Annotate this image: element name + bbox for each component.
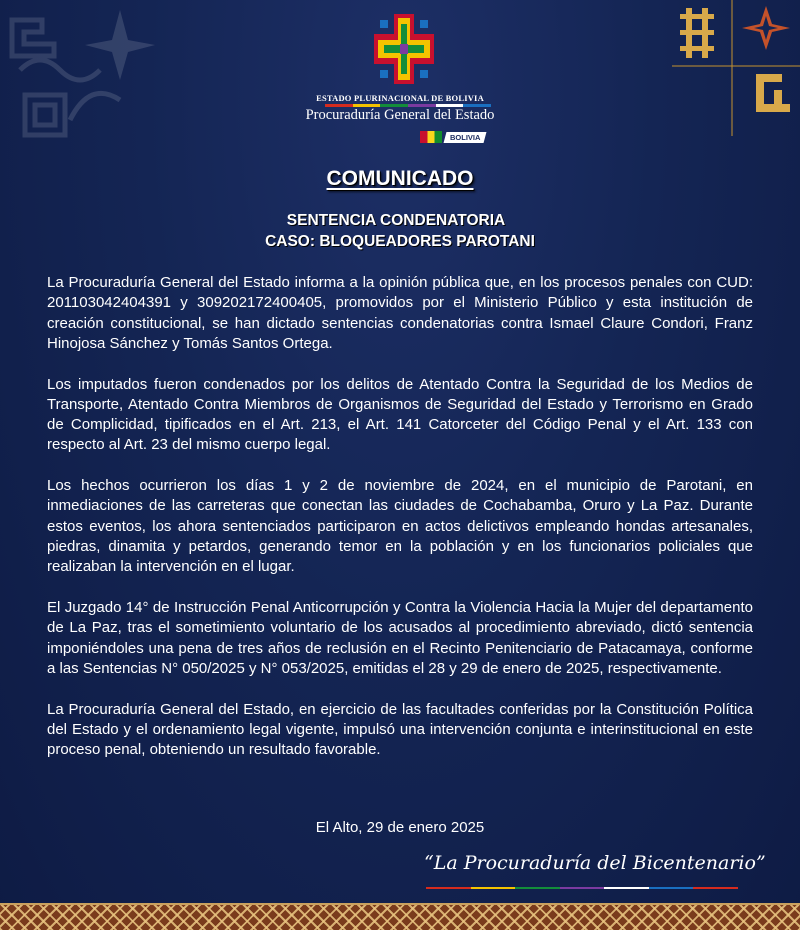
bicentenario-badge [420, 129, 516, 145]
subtitle-line-2: CASO: BLOQUEADORES PAROTANI [265, 233, 535, 250]
paragraph: Los hechos ocurrieron los días 1 y 2 de noviembre de 2024, en el municipio de Parotani, en inmediaciones de las carreteras que conectan las ciudades de Cochabamba, Oruro y La Paz. Durante estos eventos, los ahora sentenciados participaron en actos delictivos empleando hondas artesanales, piedras, dinamita y petardos, generando temor en la población y en los funcionarios policiales que realizaban la intervención en el lugar. [47, 477, 753, 576]
date-line: El Alto, 29 de enero 2025 [315, 819, 485, 836]
paragraph: La Procuraduría General del Estado informa a la opinión pública que, en los procesos penales con CUD: 201103042404391 y 309202172400405, promovidos por el Ministerio Público y esta institución de creación constitucional, se han dictado sentencias condenatorias contra Ismael Claure Condori, Franz Hinojosa Sánchez y Tomás Santos Ortega. [47, 274, 753, 352]
andean-cross-emblem-icon [372, 12, 436, 86]
bicentenario-flag-icon [420, 131, 442, 143]
paragraph: El Juzgado 14° de Instrucción Penal Anticorrupción y Contra la Violencia Hacia la Mujer del departamento de La Paz, tras el sometimiento voluntario de los acusados al procedimiento abreviado, dictó sentencia imponiéndoles una pena de tres años de reclusión en el Recinto Penitenciario de Patacamaya, conforme a las Sentencias N° 050/2025 y N° 053/2025, emitidas el 28 y 29 de enero de 2025, respectivamente. [47, 599, 753, 677]
subtitle-line-1: SENTENCIA CONDENATORIA [286, 212, 506, 229]
page-title: COMUNICADO [326, 167, 474, 190]
paragraph: La Procuraduría General del Estado, en ejercicio de las facultades conferidas por la Constitución Política del Estado y el ordenamiento legal vigente, impulsó una intervención conjunta e interinstitucional en este proceso penal, obteniendo un resultado favorable. [47, 700, 753, 759]
org-state-name: ESTADO PLURINACIONAL DE BOLIVIA [316, 93, 484, 103]
slogan-color-bar [426, 887, 738, 889]
andean-pattern-left-icon [0, 0, 170, 150]
bicentenario-label: BOLIVIA [444, 132, 487, 143]
paragraph: Los imputados fueron condenados por los delitos de Atentado Contra la Seguridad de los Medios de Transporte, Atentado Contra Miembros de Organismos de Seguridad del Estado y Terrorismo en Grado de Complicidad, tipificados en el Art. 213, el Art. 141 Catorceter del Código Penal y el Art. 133 con respecto al Art. 23 del mismo cuerpo legal. [47, 375, 753, 454]
woven-border-pattern [0, 903, 800, 930]
org-name: Procuraduría General del Estado [305, 107, 495, 123]
slogan: “La Procuraduría del Bicentenario” [424, 852, 766, 874]
communique-body [47, 273, 753, 781]
